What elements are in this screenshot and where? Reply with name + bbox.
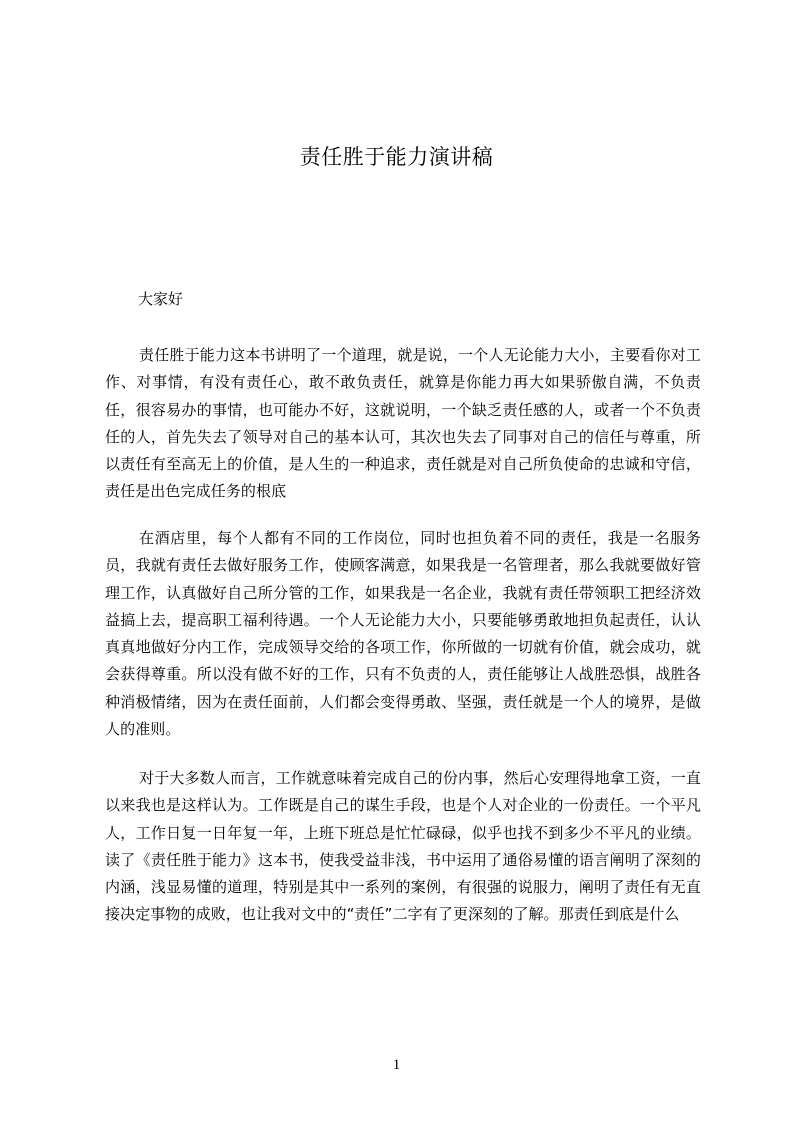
document-title: 责任胜于能力演讲稿 (299, 145, 494, 169)
paragraph-hotel-work: 在酒店里，每个人都有不同的工作岗位，同时也担负着不同的责任，我是一名服务员，我就有责任去做好服务工作，使顾客满意，如果我是一名管理者，那么我就要做好管理工作，认真做好自己所分管的工作，如果我是一名企业，我就有责任带领职工把经济效益搞上去，提高职工福利待遇。一个人无论能力大小，只要能够勇敢地担负起责任，认认真真地做好分内工作，完成领导交给的各项工作，你所做的一切就有价值，就会成功，就会获得尊重。所以没有做不好的工作，只有不负责的人，责任能够让人战胜恐惧，战胜各种消极情绪，因为在责任面前，人们都会变得勇敢、坚强，责任就是一个人的境界，是做人的准则。 (105, 529, 701, 739)
greeting-line: 大家好 (138, 290, 184, 308)
paragraph-responsibility-over-ability: 责任胜于能力这本书讲明了一个道理，就是说，一个人无论能力大小，主要看你对工作、对事情，有没有责任心，敢不敢负责任，就算是你能力再大如果骄傲自满，不负责任，很容易办的事情，也可能办不好，这就说明，一个缺乏责任感的人，或者一个不负责任的人，首先失去了领导对自己的基本认可，其次也失去了同事对自己的信任与尊重，所以责任有至高无上的价值，是人生的一种追求，责任就是对自己所负使命的忠诚和守信，责任是出色完成任务的根底 (105, 346, 701, 501)
paragraph-ordinary-work: 对于大多数人而言，工作就意味着完成自己的份内事，然后心安理得地拿工资，一直以来我也是这样认为。工作既是自己的谋生手段，也是个人对企业的一份责任。一个平凡人，工作日复一日年复一年，上班下班总是忙忙碌碌，似乎也找不到多少不平凡的业绩。读了《责任胜于能力》这本书，使我受益非浅，书中运用了通俗易懂的语言阐明了深刻的内涵，浅显易懂的道理，特别是其中一系列的案例，有很强的说服力，阐明了责任有无直接决定事物的成败，也让我对文中的“责任”二字有了更深刻的了解。那责任到底是什么 (105, 769, 701, 924)
page-number: 1 (392, 1057, 401, 1073)
